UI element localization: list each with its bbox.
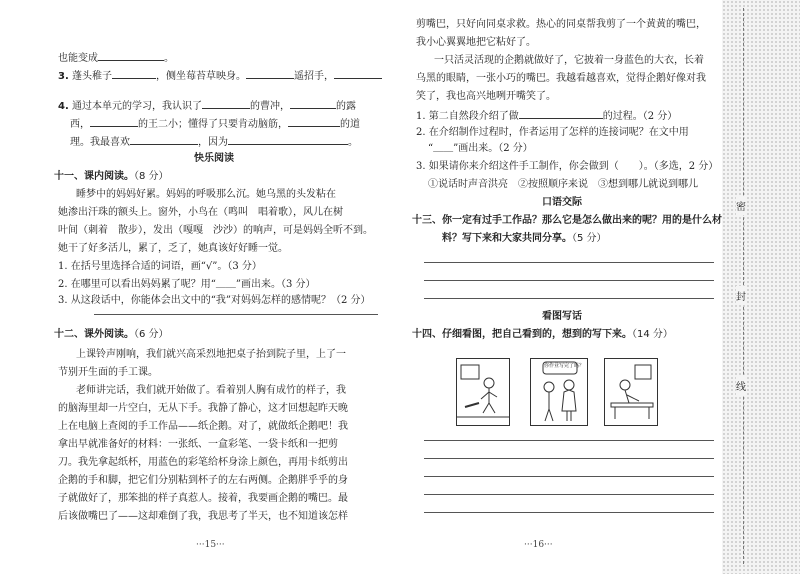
- passage-line: 她干了好多活儿，累了，乏了，她真该好好睡一觉。: [58, 243, 288, 254]
- blank[interactable]: [228, 134, 348, 145]
- comic-panel-2: [530, 358, 588, 426]
- head-icon: [484, 378, 494, 388]
- seal-label: 封: [736, 286, 746, 305]
- comic-panel-3: [604, 358, 658, 426]
- page-number: ···16···: [524, 540, 553, 550]
- reading-line: 一只活灵活现的企鹅就做好了，它披着一身蓝色的大衣，长着: [434, 55, 704, 66]
- reading-line: 企鹅的手和脚，把它们分别粘到杯子的左右两侧。企鹅胖乎乎的身: [58, 475, 348, 486]
- blank[interactable]: [288, 116, 340, 127]
- reading-line: 的脑海里却一片空白，无从下手。我静了静心，这才回想起昨天晚: [58, 403, 348, 414]
- boy-playing-illustration: [457, 359, 509, 425]
- section-12-title: 十二、课外阅读。（6 分）: [54, 329, 169, 340]
- head-icon: [544, 382, 554, 392]
- section-13-title: 十三、你一定有过手工作品？那么它是怎么做出来的呢？用的是什么材: [412, 215, 722, 226]
- desk-icon: [611, 403, 653, 407]
- reading-line: 拿出早就准备好的材料：一张纸、一盒彩笔、一袋卡纸和一把剪: [58, 439, 338, 450]
- question-12-2: 2. 在介绍制作过程时，作者运用了怎样的连接词呢？在文中用: [416, 127, 689, 138]
- question-3: 3. 蓬头稚子 ，侧坐莓苔草映身。 遥招手，: [58, 68, 382, 84]
- seal-label: 密: [736, 196, 746, 215]
- answer-line[interactable]: [424, 458, 714, 459]
- answer-line[interactable]: [424, 440, 714, 441]
- reading-line: 剪嘴巴，只好向同桌求救。热心的同桌帮我剪了一个黄黄的嘴巴，: [416, 19, 706, 30]
- reading-line: 上在电脑上查阅的手工作品——纸企鹅。对了，就做纸企鹅吧！我: [58, 421, 348, 432]
- question-12-3: 3. 如果请你来介绍这件手工制作，你会做到（ ）。（多选，2 分）: [416, 161, 719, 172]
- section-14-title: 十四、仔细看图，把自己看到的，想到的写下来。（14 分）: [412, 329, 673, 340]
- answer-line[interactable]: [424, 280, 714, 281]
- blank[interactable]: [130, 134, 198, 145]
- reading-line: 子就做好了，那笨拙的样子真惹人。接着，我要画企鹅的嘴巴。最: [58, 493, 348, 504]
- reading-line: 节别开生面的手工课。: [58, 367, 158, 378]
- reading-line: 老师讲完话，我们就开始做了。看着别人胸有成竹的样子，我: [76, 385, 346, 396]
- boy-doing-homework-illustration: [605, 359, 657, 425]
- blank[interactable]: [202, 98, 250, 109]
- head-icon: [620, 380, 630, 390]
- fill-line-1: 也能变成 。: [58, 50, 174, 66]
- answer-line[interactable]: [424, 494, 714, 495]
- question-12-3-options: ①说话时声音洪亮 ②按照顺序来说 ③想到哪儿就说到哪儿: [428, 179, 698, 190]
- section-title-happy-reading: 快乐阅读: [194, 153, 234, 164]
- question-11-1: 1. 在括号里选择合适的词语，画“√”。（3 分）: [58, 261, 262, 272]
- reading-line: 后该做嘴巴了——这却难倒了我，我思考了半天，也不知道该怎样: [58, 511, 348, 522]
- reading-line: 刀。我先拿起纸杯，用蓝色的彩笔给杯身涂上颜色，再用卡纸剪出: [58, 457, 348, 468]
- reading-line: 笑了，我也高兴地咧开嘴笑了。: [416, 91, 556, 102]
- question-12-1: 1. 第二自然段介绍了做 的过程。（2 分）: [416, 108, 677, 124]
- answer-line[interactable]: [424, 476, 714, 477]
- reading-line: 我小心翼翼地把它粘好了。: [416, 37, 536, 48]
- head-icon: [564, 380, 574, 390]
- answer-line[interactable]: [424, 512, 714, 513]
- blank[interactable]: [246, 68, 294, 79]
- section-13-title-cont: 料？写下来和大家共同分享。（5 分）: [442, 233, 607, 244]
- blank[interactable]: [112, 68, 156, 79]
- window-icon: [461, 365, 479, 379]
- binding-margin: [722, 0, 800, 574]
- section-11-title: 十一、课内阅读。（8 分）: [54, 171, 169, 182]
- blank[interactable]: [519, 108, 603, 119]
- section-title-oral: 口语交际: [542, 197, 582, 208]
- blank[interactable]: [90, 116, 138, 127]
- answer-line[interactable]: [424, 262, 714, 263]
- question-4-line-1: 4. 通过本单元的学习，我认识了 的曹冲， 的露: [58, 98, 356, 114]
- question-12-2-cont: “＿＿”画出来。（2 分）: [428, 143, 533, 154]
- passage-line: 叶间（刺着 散步），发出（嘎嘎 沙沙）的响声，可是妈妈全听不到。: [58, 225, 373, 236]
- question-4-line-2: 西， 的王二小；懂得了只要肯动脑筋， 的道: [70, 116, 360, 132]
- section-title-picture-writing: 看图写话: [542, 311, 582, 322]
- reading-line: 乌黑的眼睛，一张小巧的嘴巴。我越看越喜欢，觉得企鹅好像对我: [416, 73, 706, 84]
- seal-label: 线: [736, 376, 746, 395]
- passage-line: 她渗出汗珠的额头上。窗外，小鸟在（鸣叫 唱着歌），风儿在树: [58, 207, 343, 218]
- question-11-2: 2. 在哪里可以看出妈妈累了呢？用“＿＿”画出来。（3 分）: [58, 279, 316, 290]
- page-number: ···15···: [196, 540, 225, 550]
- speech-bubble-text: 你作业写完了吗？: [544, 363, 585, 369]
- answer-line[interactable]: [94, 314, 378, 315]
- question-11-3: 3. 从这段话中，你能体会出文中的“我”对妈妈怎样的感情呢？（2 分）: [58, 295, 371, 306]
- blank[interactable]: [290, 98, 336, 109]
- passage-line: 睡梦中的妈妈好累。妈妈的呼吸那么沉。她乌黑的头发粘在: [76, 189, 336, 200]
- answer-line[interactable]: [424, 298, 714, 299]
- blank[interactable]: [98, 50, 164, 61]
- reading-line: 上课铃声刚响，我们就兴高采烈地把桌子抬到院子里，上了一: [76, 349, 346, 360]
- comic-panel-1: [456, 358, 510, 426]
- window-icon: [635, 365, 651, 379]
- question-4-line-3: 理。我最喜欢 ，因为 。: [70, 134, 358, 150]
- blank[interactable]: [334, 68, 382, 79]
